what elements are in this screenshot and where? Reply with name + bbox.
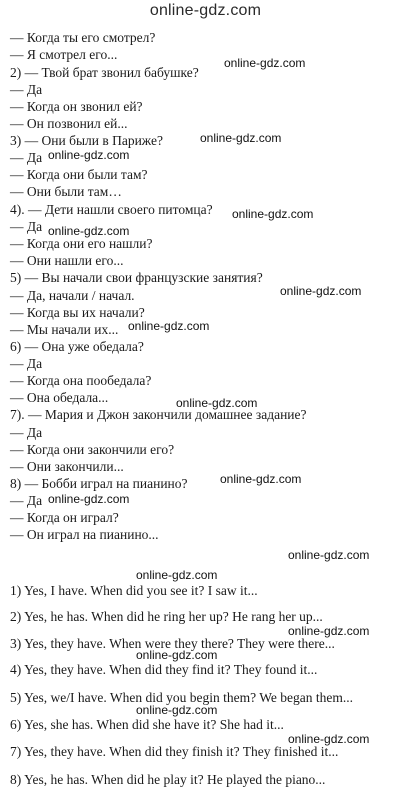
watermark: online-gdz.com [232, 207, 314, 221]
english-line: 6) Yes, she has. When did she have it? She had it... [10, 717, 284, 732]
russian-line: 3) — Они были в Париже? [10, 133, 163, 148]
watermark: online-gdz.com [280, 284, 362, 298]
russian-line: — Когда он играл? [10, 510, 119, 525]
russian-line: — Да [10, 425, 43, 440]
russian-line: 2) — Твой брат звонил бабушке? [10, 65, 199, 80]
russian-line: 5) — Вы начали свои французские занятия? [10, 270, 263, 285]
watermark: online-gdz.com [136, 648, 218, 662]
english-line: 3) Yes, they have. When were they there? They were there... [10, 636, 335, 651]
watermark: online-gdz.com [288, 624, 370, 638]
russian-line: — Когда они были там? [10, 167, 148, 182]
russian-line: — Когда они его нашли? [10, 236, 153, 251]
watermark: online-gdz.com [200, 131, 282, 145]
russian-line: — Когда они закончили его? [10, 442, 175, 457]
russian-line: — Да [10, 219, 43, 234]
watermark: online-gdz.com [48, 492, 130, 506]
russian-line: — Он позвонил ей... [10, 116, 128, 131]
english-line: 4) Yes, they have. When did they find it? They found it... [10, 662, 318, 677]
watermark: online-gdz.com [48, 148, 130, 162]
watermark: online-gdz.com [136, 703, 218, 717]
russian-line: — Да [10, 356, 43, 371]
russian-line: — Они нашли его... [10, 253, 124, 268]
watermark: online-gdz.com [48, 224, 130, 238]
watermark: online-gdz.com [176, 396, 258, 410]
russian-line: — Да [10, 150, 43, 165]
site-title: online-gdz.com [149, 2, 262, 19]
russian-line: — Да, начали / начал. [10, 288, 135, 303]
russian-line: 8) — Бобби играл на пианино? [10, 476, 188, 491]
watermark: online-gdz.com [136, 568, 218, 582]
english-line: 1) Yes, I have. When did you see it? I saw it... [10, 583, 258, 598]
russian-line: — Да [10, 493, 43, 508]
russian-line: 7). — Мария и Джон закончили домашнее задание? [10, 407, 307, 422]
russian-line: — Я смотрел его... [10, 47, 118, 62]
english-line: 7) Yes, they have. When did they finish it? They finished it... [10, 744, 339, 759]
russian-line: 4). — Дети нашли своего питомца? [10, 202, 213, 217]
russian-line: — Когда ты его смотрел? [10, 30, 156, 45]
russian-line: — Он играл на пианино... [10, 527, 159, 542]
russian-line: — Когда она пообедала? [10, 373, 152, 388]
english-line: 8) Yes, he has. When did he play it? He played the piano... [10, 772, 326, 787]
english-line: 2) Yes, he has. When did he ring her up? He rang her up... [10, 609, 323, 624]
russian-line: — Да [10, 82, 43, 97]
russian-line: — Мы начали их... [10, 322, 119, 337]
russian-line: — Она обедала... [10, 390, 109, 405]
russian-line: 6) — Она уже обедала? [10, 339, 144, 354]
watermark: online-gdz.com [220, 472, 302, 486]
russian-line: — Когда он звонил ей? [10, 99, 143, 114]
english-line: 5) Yes, we/I have. When did you begin them? We began them... [10, 690, 353, 705]
watermark: online-gdz.com [288, 548, 370, 562]
russian-line: — Они были там… [10, 184, 122, 199]
watermark: online-gdz.com [288, 732, 370, 746]
russian-line: — Они закончили... [10, 459, 124, 474]
watermark: online-gdz.com [128, 319, 210, 333]
russian-line: — Когда вы их начали? [10, 305, 145, 320]
watermark: online-gdz.com [224, 56, 306, 70]
